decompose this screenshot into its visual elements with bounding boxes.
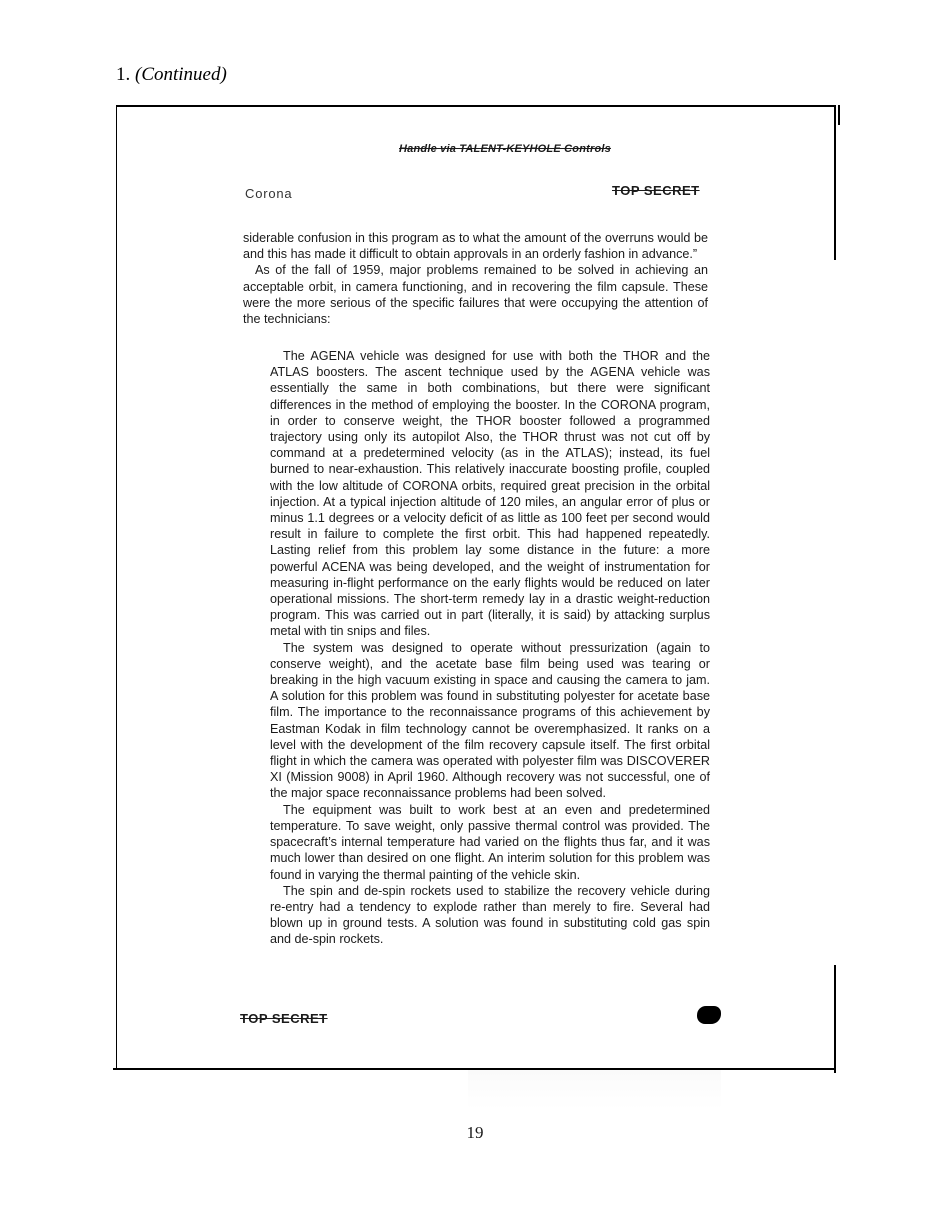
intro-paragraph-2: As of the fall of 1959, major problems remained to be solved in achieving an acceptable orbit, in camera functioning, and in recovering the film capsule. These were the more serious of the specific failures that were occupying the attention of the technicians: <box>243 263 708 327</box>
section-number: 1. <box>116 64 131 85</box>
handling-caveat: Handle via TALENT-KEYHOLE Controls <box>399 143 611 155</box>
frame-corner-mark <box>838 105 840 125</box>
frame-left-border <box>116 105 117 1070</box>
indented-text <box>270 348 710 948</box>
classification-top: TOP SECRET <box>612 183 700 198</box>
thermal-paragraph: The equipment was built to work best at an even and predetermined temperature. To save weight, only passive thermal control was provided. The spacecraft’s internal temperature had varied on the flights thus far, and it was much lower than desired on one flight. An interim solution for this problem was found in varying the thermal painting of the vehicle skin. <box>270 802 710 882</box>
page-number: 19 <box>466 1123 484 1142</box>
section-continued: (Continued) <box>135 64 227 85</box>
frame-right-border-upper <box>834 105 836 260</box>
section-header <box>116 64 227 86</box>
scan-shadow <box>468 1070 721 1110</box>
booster-paragraph: The AGENA vehicle was designed for use with both the THOR and the ATLAS boosters. The ascent technique used by the AGENA vehicle was essentially the same in both combinations, but there were significant differences in the method of employing the booster. In the CORONA program, in order to conserve weight, the THOR booster followed a programmed trajectory using only its autopilot Also, the THOR thrust was not cut off by command at a predetermined velocity (as in the ATLAS); instead, its fuel burned to near-exhaustion. This relatively inaccurate boosting profile, coupled with the low altitude of CORONA orbits, required great precision in the orbital injection. At a typical injection altitude of 120 miles, an angular error of plus or minus 1.1 degrees or a velocity deficit of as little as 100 feet per second would result in failure to complete the first orbit. This had happened repeatedly. Lasting relief from this problem lay some distance in the future: a more powerful ACENA was being developed, and the weight of instrumentation for measuring in-flight performance on the early flights would be reduced on later operational missions. The short-term remedy lay in a drastic weight-reduction program. This was carried out in part (literally, it is said) by attacking surplus metal with tin snips and files. <box>270 349 710 639</box>
rockets-paragraph: The spin and de-spin rockets used to stabilize the recovery vehicle during re-entry had a tendency to explode rather than merely to fire. Several had blown up in ground tests. A solution was found in substituting cold gas spin and de-spin rockets. <box>270 883 710 947</box>
frame-top-border <box>116 105 836 107</box>
film-paragraph: The system was designed to operate without pressurization (again to conserve weight), and the acetate base film being used was tearing or breaking in the high vacuum existing in space and causing the camera to jam. A solution for this problem was found in substituting polyester for acetate base film. The importance to the reconnaissance programs of this achievement by Eastman Kodak in film technology cannot be overemphasized. It ranks on a level with the development of the film recovery capsule itself. The first orbital flight in which the camera was operated with polyester film was DISCOVERER XI (Mission 9008) in April 1960. Although recovery was not successful, one of the major space reconnaissance problems had been solved. <box>270 640 710 801</box>
frame-right-border-lower <box>834 965 836 1073</box>
intro-text <box>243 230 708 327</box>
intro-paragraph-1: siderable confusion in this program as to what the amount of the overruns would be and this has made it difficult to obtain approvals in an orderly fashion in advance.” <box>243 231 708 262</box>
classification-bottom: TOP SECRET <box>240 1011 328 1026</box>
redaction-blot <box>697 1006 721 1024</box>
program-name: Corona <box>245 186 293 201</box>
